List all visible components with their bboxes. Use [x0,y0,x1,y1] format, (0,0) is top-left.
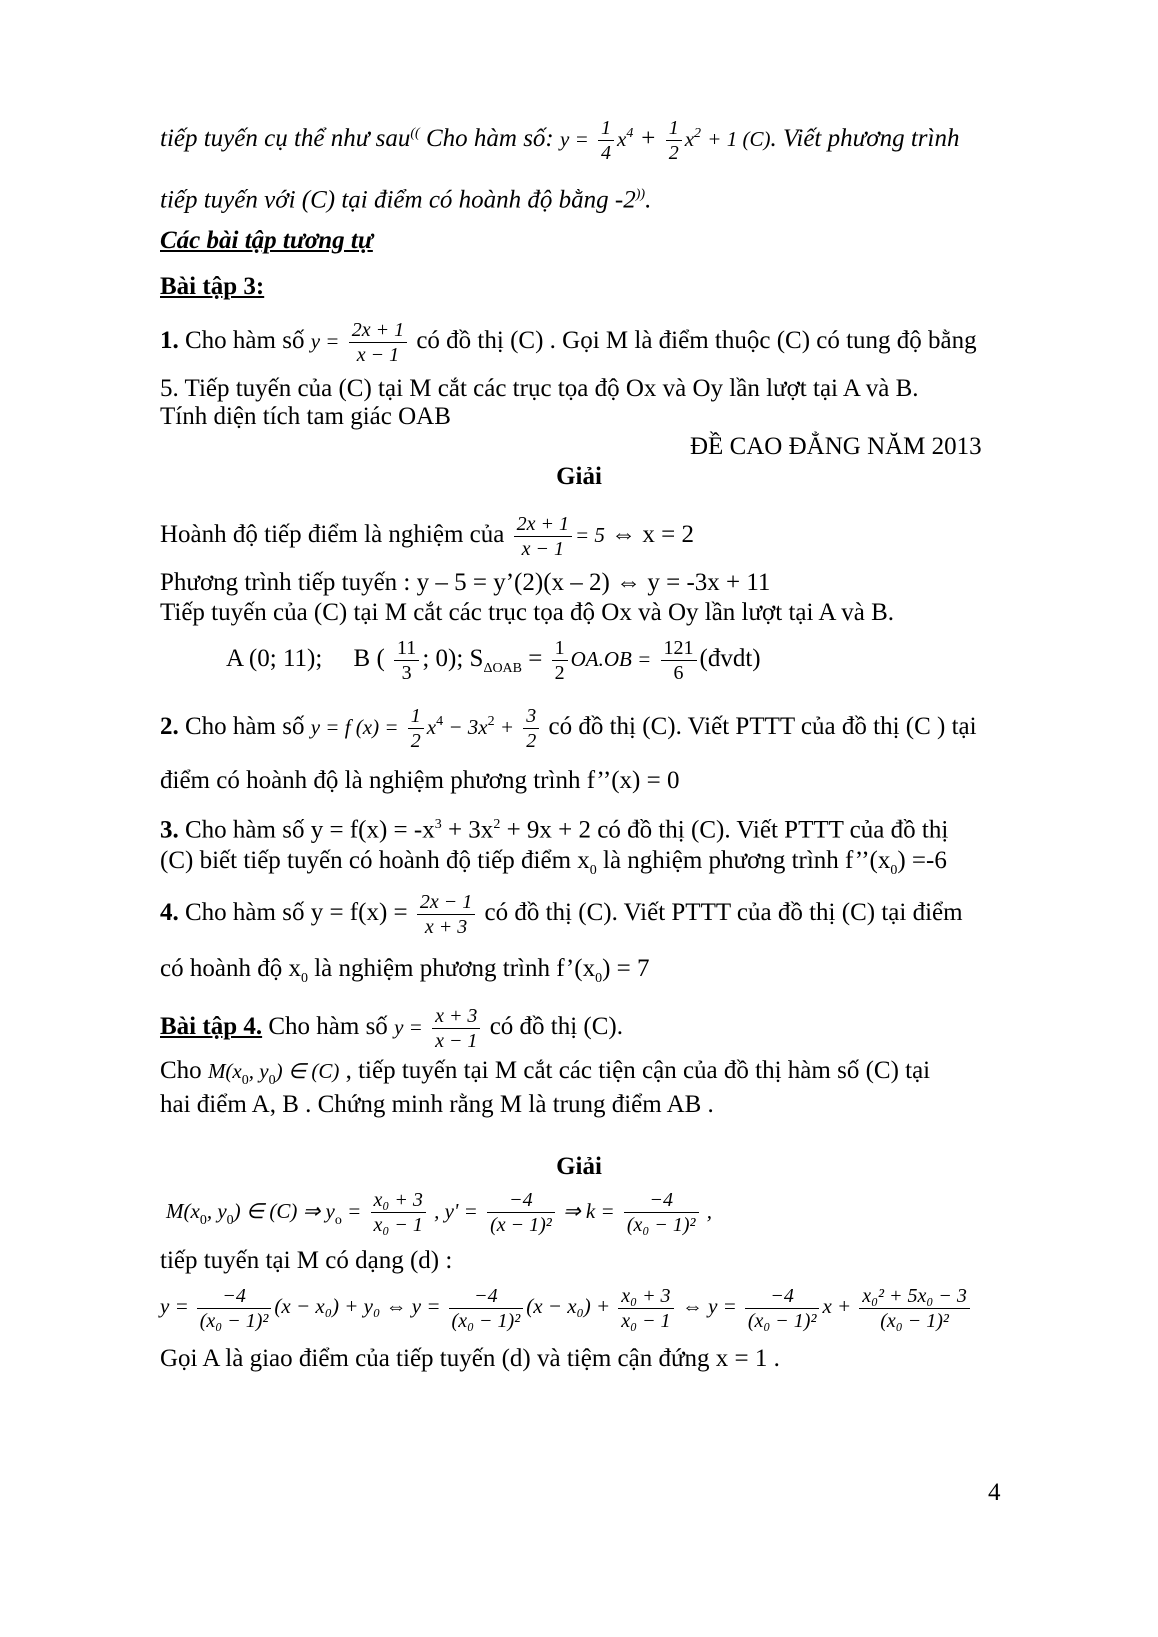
fraction: $\frac{2x + 1}{x - 1}$ [514,512,572,561]
exercise-4-line-3: hai điểm A, B . Chứng minh rằng M là trung điểm AB . [160,1091,714,1118]
exercise-3-problem-4: 4. Cho hàm số y = f(x) = $\frac{2x - 1}{x + 3}$ có đồ thị (C). Viết PTTT của đồ thị (C) tại điểm [160,891,963,938]
fraction: $\frac{2x + 1}{x - 1}$ [349,318,407,367]
fraction: $\frac{-4}{\text{(x − 1)²}}$ [487,1188,555,1237]
page-number: 4 [988,1479,1001,1506]
solution-line-4: A (0; 11); B ( $\frac{11}{3}$ ; 0); $S_{\Delta OAB}$ = $\frac{1}{2}$ OA.OB = $\frac{121}{6}$ (đvdt) [226,637,761,684]
exercise-3-problem-3-line-2: (C) biết tiếp tuyến có hoành độ tiếp điểm $x_0$ là nghiệm phương trình $f’’(x_0) =-6$ [160,847,947,878]
fraction: $\frac{-4}{\text{(x₀ − 1)²}}$ [624,1188,699,1237]
exercise-3-problem-1: 1. Cho hàm số y = $\frac{2x + 1}{x - 1}$ có đồ thị (C) . Gọi M là điểm thuộc (C) có tung độ bằng [160,319,977,366]
source-label: ĐỀ CAO ĐẲNG NĂM 2013 [690,433,982,460]
exercise-3-title: Bài tập 3: [160,273,265,300]
exercise-3-problem-1-line-3: Tính diện tích tam giác OAB [160,403,451,430]
exercise-3-problem-3: 3. Cho hàm số $y = f(x) = -x^3 + 3x^2 + 9x + 2$ có đồ thị (C). Viết PTTT của đồ thị [160,816,949,844]
fraction: $\frac{-4}{\text{(x₀ − 1)²}}$ [745,1284,820,1333]
fraction: $\frac{1}{4}$ [598,116,614,165]
solution-2-line-1: $M(x_0$, $y_0$) ∈ (C) ⇒ $y_o$ = $\frac{\text{x₀ + 3}}{\text{x₀ − 1}}$ , y' = $\frac{-4}{\text{(x − 1)²}}$ ⇒ k = $\frac{-4}{\text{(x₀ − 1)²}}$ , [166,1189,713,1236]
solution-title: Giải [556,463,602,490]
fraction: $\frac{\text{x₀ + 3}}{\text{x₀ − 1}}$ [618,1284,673,1333]
solution-line-1: Hoành độ tiếp điểm là nghiệm của $\frac{2x + 1}{x - 1}$ = 5 ⇔ x = 2 [160,513,695,560]
fraction: $\frac{-4}{\text{(x₀ − 1)²}}$ [449,1284,524,1333]
solution-2-line-3: y = $\frac{-4}{\text{(x₀ − 1)²}}$ (x − x₀) + y₀ ⇔ y = $\frac{-4}{\text{(x₀ − 1)²}}$ (x − x₀) + $\frac{\text{x₀ + 3}}{\text{x₀ − 1}}$ ⇔ y = $\frac{-4}{\text{(x₀ − 1)²}}$ x + $\frac{\text{x₀² + 5x₀ − 3}}{\text{(x₀ − 1)²}}$ [160,1284,973,1333]
exercise-3-problem-2-line-2: điểm có hoành độ là nghiệm phương trình f’’(x) = 0 [160,767,680,794]
exercise-4: Bài tập 4. Cho hàm số y = $\frac{x + 3}{x - 1}$ có đồ thị (C). [160,1005,624,1052]
fraction: $\frac{1}{2}$ [552,636,568,685]
fraction: $\frac{121}{6}$ [661,636,697,685]
fraction: $\frac{11}{3}$ [394,636,419,685]
fraction: $\frac{x + 3}{x - 1}$ [432,1004,480,1053]
exercise-3-problem-1-line-2: 5. Tiếp tuyến của (C) tại M cắt các trục tọa độ Ox và Oy lần lượt tại A và B. [160,375,919,402]
fraction: $\frac{\text{x₀² + 5x₀ − 3}}{\text{(x₀ − 1)²}}$ [859,1284,970,1333]
solution-title-2: Giải [556,1153,602,1180]
fraction: $\frac{3}{2}$ [523,704,539,753]
solution-line-2: Phương trình tiếp tuyến : y – 5 = y’(2)(x – 2) ⇔ y = -3x + 11 [160,569,771,596]
solution-2-line-2: tiếp tuyến tại M có dạng (d) : [160,1247,453,1274]
fraction: $\frac{1}{2}$ [666,116,682,165]
exercise-3-problem-4-line-2: có hoành độ $x_0$ là nghiệm phương trình $f’(x_0) = 7$ [160,955,650,986]
exercise-3-problem-2: 2. Cho hàm số y = f (x) = $\frac{1}{2}$ $x^4 - 3x^2$ + $\frac{3}{2}$ có đồ thị (C). Viết PTTT của đồ thị (C ) tại [160,705,977,752]
section-title: Các bài tập tương tự [160,227,373,254]
intro-line-1: tiếp tuyến cụ thể như sau(( Cho hàm số: y = $\frac{1}{4}$ $x^4$ + $\frac{1}{2}$ $x^2 + 1$ (C). Viết phương trình [160,117,960,164]
fraction: $\frac{\text{x₀ + 3}}{\text{x₀ − 1}}$ [371,1188,426,1237]
fraction: $\frac{2x - 1}{x + 3}$ [417,890,475,939]
solution-line-3: Tiếp tuyến của (C) tại M cắt các trục tọa độ Ox và Oy lần lượt tại A và B. [160,599,895,626]
solution-2-line-4: Gọi A là giao điểm của tiếp tuyến (d) và tiệm cận đứng x = 1 . [160,1345,780,1372]
intro-line-2: tiếp tuyến với (C) tại điểm có hoành độ bằng -2)). [160,186,652,214]
fraction: $\frac{1}{2}$ [408,704,424,753]
fraction: $\frac{-4}{\text{(x₀ − 1)²}}$ [197,1284,272,1333]
exercise-4-line-2: Cho $M(x_0$, $y_0$) ∈ (C) , tiếp tuyến tại M cắt các tiện cận của đồ thị hàm số (C) tại [160,1057,931,1088]
